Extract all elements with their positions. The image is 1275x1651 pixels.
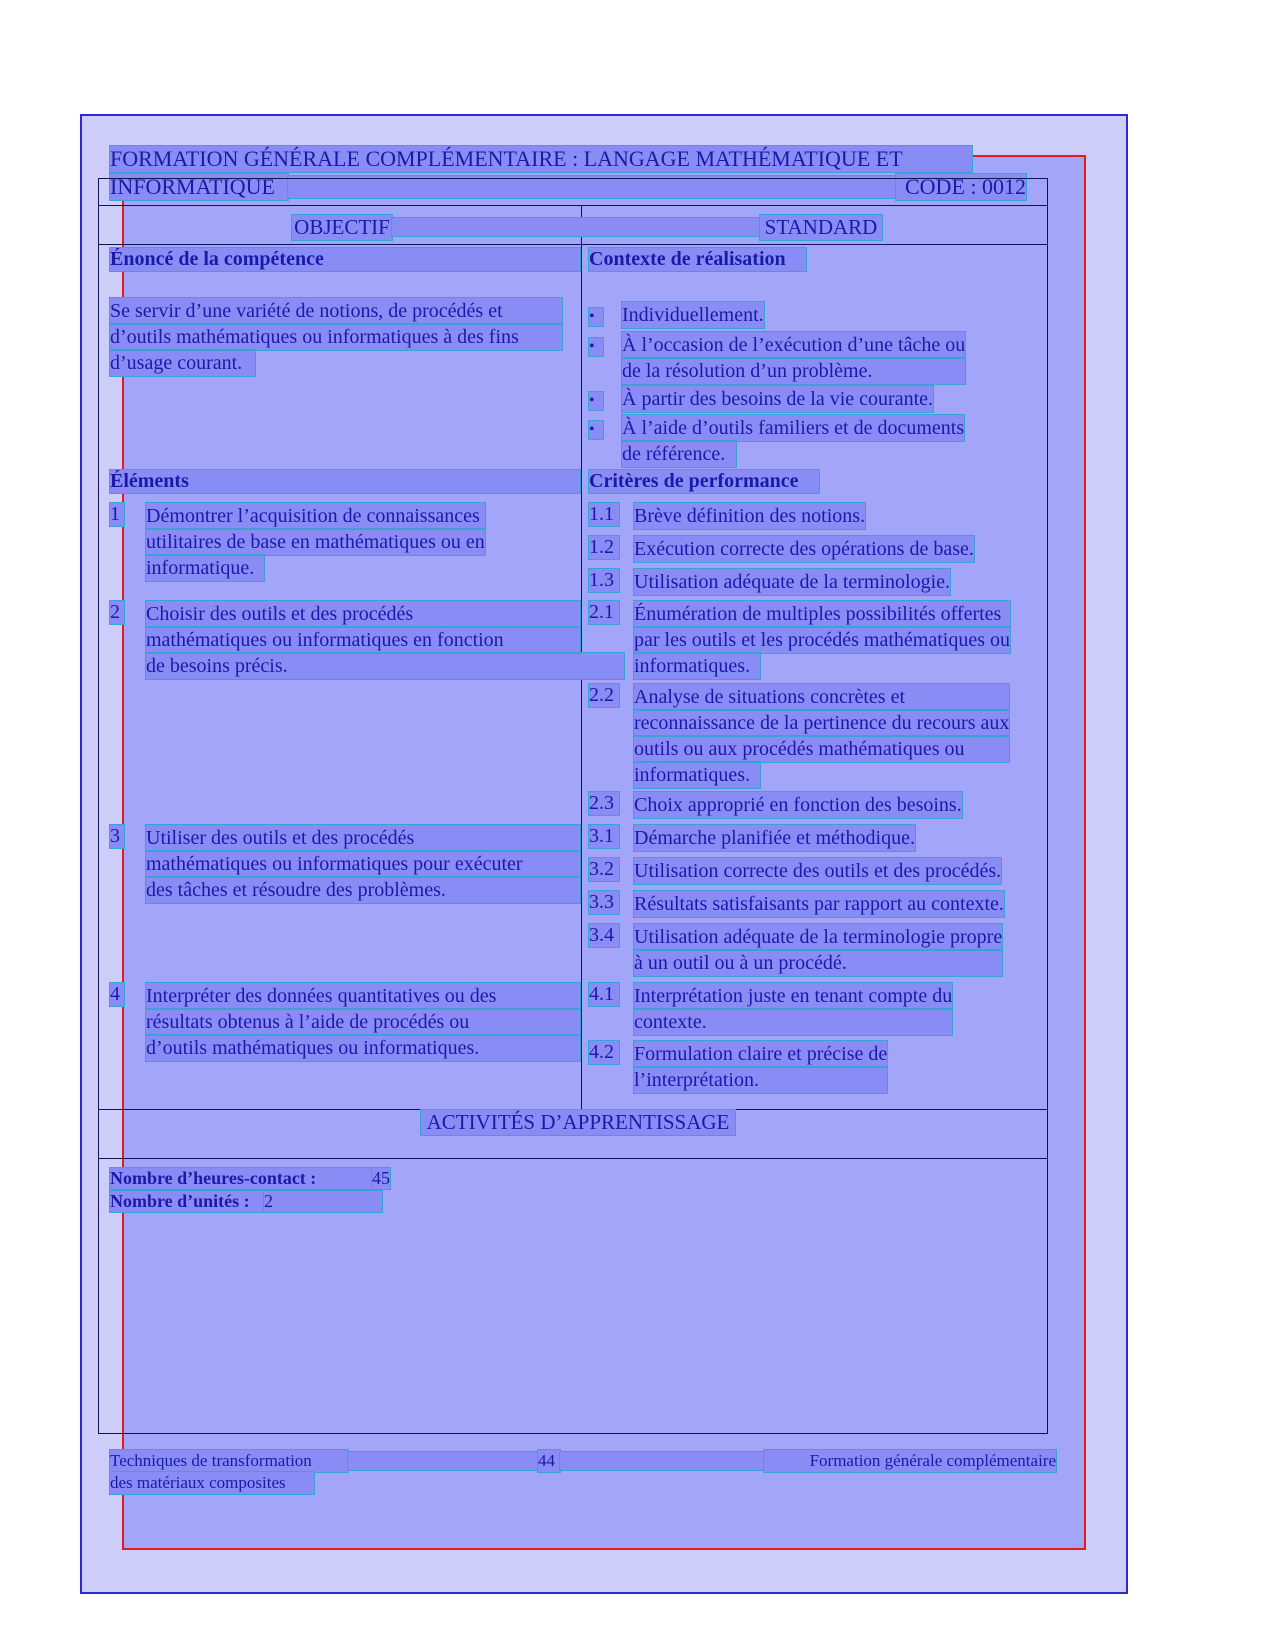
bullet-icon: • xyxy=(589,421,603,439)
context-line: de référence. xyxy=(622,441,736,467)
criterion-item xyxy=(634,1041,887,1093)
element-line: Utiliser des outils et des procédés xyxy=(146,825,580,851)
element-line: utilitaires de base en mathématiques ou en xyxy=(146,531,485,553)
column-heading-objectif: OBJECTIF xyxy=(292,215,392,240)
footer-program-line2: des matériaux composites xyxy=(110,1472,314,1494)
footer-page-number: 44 xyxy=(538,1450,560,1472)
criterion-number: 3.2 xyxy=(589,858,619,881)
table-rule xyxy=(98,1158,1048,1159)
criterion-number: 4.2 xyxy=(589,1041,619,1064)
footer-fill xyxy=(348,1452,538,1470)
element-item xyxy=(146,825,580,903)
course-code: CODE : 0012 xyxy=(896,174,1026,200)
element-item xyxy=(146,983,580,1061)
criterion-item xyxy=(634,569,950,595)
criterion-number: 4.1 xyxy=(589,983,619,1006)
criterion-number: 3.3 xyxy=(589,891,619,914)
criterion-number: 1.2 xyxy=(589,536,619,559)
column-heading-standard: STANDARD xyxy=(760,215,882,240)
criterion-number: 2.2 xyxy=(589,684,619,707)
criterion-number: 1.1 xyxy=(589,503,619,526)
criterion-number: 3.1 xyxy=(589,825,619,848)
criterion-item xyxy=(634,684,1009,788)
context-line: de la résolution d’un problème. xyxy=(622,358,965,384)
hours-value: 45 xyxy=(372,1168,390,1188)
element-line: mathématiques ou informatiques en fonction xyxy=(146,627,580,653)
criterion-line: Utilisation adéquate de la terminologie propre xyxy=(634,926,1003,948)
activities-heading: ACTIVITÉS D’APPRENTISSAGE xyxy=(421,1110,735,1135)
element-line: informatique. xyxy=(146,555,264,581)
units-label: Nombre d’unités : xyxy=(110,1191,264,1212)
criterion-number: 2.1 xyxy=(589,601,619,624)
hours-label: Nombre d’heures-contact : xyxy=(110,1168,372,1189)
criterion-line: informatiques. xyxy=(634,653,760,679)
element-line: Démontrer l’acquisition de connaissances xyxy=(146,503,485,529)
context-line: Individuellement. xyxy=(622,304,764,326)
criterion-item xyxy=(634,536,974,562)
element-number: 3 xyxy=(110,825,124,848)
footer-section: Formation générale complémentaire xyxy=(764,1450,1056,1472)
element-line: de besoins précis. xyxy=(146,653,624,679)
context-line: À l’occasion de l’exécution d’une tâche ou xyxy=(622,334,966,356)
element-item xyxy=(146,601,624,679)
criterion-line: Utilisation correcte des outils et des procédés. xyxy=(634,860,1002,882)
elements-heading: Éléments xyxy=(110,470,580,493)
criterion-number: 1.3 xyxy=(589,569,619,592)
criterion-line: Démarche planifiée et méthodique. xyxy=(634,827,915,849)
context-item xyxy=(622,332,965,384)
competence-line: Se servir d’une variété de notions, de procédés et xyxy=(110,298,562,324)
page-title-line2: INFORMATIQUE xyxy=(110,174,288,200)
context-line: À partir des besoins de la vie courante. xyxy=(622,388,934,410)
criteria-heading: Critères de performance xyxy=(589,470,819,493)
criterion-number: 3.4 xyxy=(589,924,619,947)
criterion-line: Exécution correcte des opérations de base. xyxy=(634,538,974,560)
table-rule xyxy=(98,244,1048,245)
criterion-line: Formulation claire et précise de xyxy=(634,1043,888,1065)
criterion-line: outils ou aux procédés mathématiques ou xyxy=(634,736,1009,762)
context-item xyxy=(622,386,933,412)
criterion-item xyxy=(634,503,865,529)
criterion-item xyxy=(634,601,1010,679)
heading-fill xyxy=(392,218,760,236)
criterion-line: Interprétation juste en tenant compte du xyxy=(634,985,953,1007)
element-line: mathématiques ou informatiques pour exécuter xyxy=(146,851,580,877)
footer-fill xyxy=(560,1452,764,1470)
element-number: 4 xyxy=(110,983,124,1006)
element-item xyxy=(146,503,485,581)
element-line: d’outils mathématiques ou informatiques. xyxy=(146,1035,580,1061)
criterion-item xyxy=(634,924,1002,976)
criterion-line: Brève définition des notions. xyxy=(634,505,866,527)
competence-line: d’outils mathématiques ou informatiques à des fins xyxy=(110,324,562,350)
criterion-line: à un outil ou à un procédé. xyxy=(634,950,1002,976)
criterion-item xyxy=(634,825,915,851)
context-item xyxy=(622,415,964,467)
element-number: 2 xyxy=(110,601,124,624)
element-number: 1 xyxy=(110,503,124,526)
competence-line: d’usage courant. xyxy=(110,350,255,376)
element-line: résultats obtenus à l’aide de procédés ou xyxy=(146,1009,580,1035)
criterion-line: Choix approprié en fonction des besoins. xyxy=(634,794,962,816)
criterion-line: Analyse de situations concrètes et xyxy=(634,684,1009,710)
criterion-line: Résultats satisfaisants par rapport au contexte. xyxy=(634,893,1004,915)
bullet-icon: • xyxy=(589,392,603,410)
bullet-icon: • xyxy=(589,308,603,326)
criterion-item xyxy=(634,983,952,1035)
context-heading: Contexte de réalisation xyxy=(589,248,806,271)
context-item xyxy=(622,302,764,328)
criterion-line: Énumération de multiples possibilités offertes xyxy=(634,601,1010,627)
element-line: Choisir des outils et des procédés xyxy=(146,601,580,627)
criterion-line: Utilisation adéquate de la terminologie. xyxy=(634,571,951,593)
criterion-number: 2.3 xyxy=(589,792,619,815)
criterion-item xyxy=(634,792,962,818)
element-line: Interpréter des données quantitatives ou des xyxy=(146,983,580,1009)
criterion-line: contexte. xyxy=(634,1009,952,1035)
context-line: À l’aide d’outils familiers et de documents xyxy=(622,417,965,439)
units-value: 2 xyxy=(264,1191,382,1212)
criterion-item xyxy=(634,858,1001,884)
criterion-line: informatiques. xyxy=(634,762,760,788)
competence-heading: Énoncé de la compétence xyxy=(110,248,580,271)
bullet-icon: • xyxy=(589,338,603,356)
page-title-line1: FORMATION GÉNÉRALE COMPLÉMENTAIRE : LANGAGE MATHÉMATIQUE ET xyxy=(110,146,972,172)
table-rule xyxy=(98,205,1048,206)
criterion-line: reconnaissance de la pertinence du recours aux xyxy=(634,712,1010,734)
criterion-item xyxy=(634,891,1004,917)
criterion-line: par les outils et les procédés mathématiques ou xyxy=(634,629,1011,651)
competence-statement xyxy=(110,298,562,376)
footer-program-line1: Techniques de transformation xyxy=(110,1450,348,1472)
criterion-line: l’interprétation. xyxy=(634,1067,887,1093)
element-line: des tâches et résoudre des problèmes. xyxy=(146,877,580,903)
